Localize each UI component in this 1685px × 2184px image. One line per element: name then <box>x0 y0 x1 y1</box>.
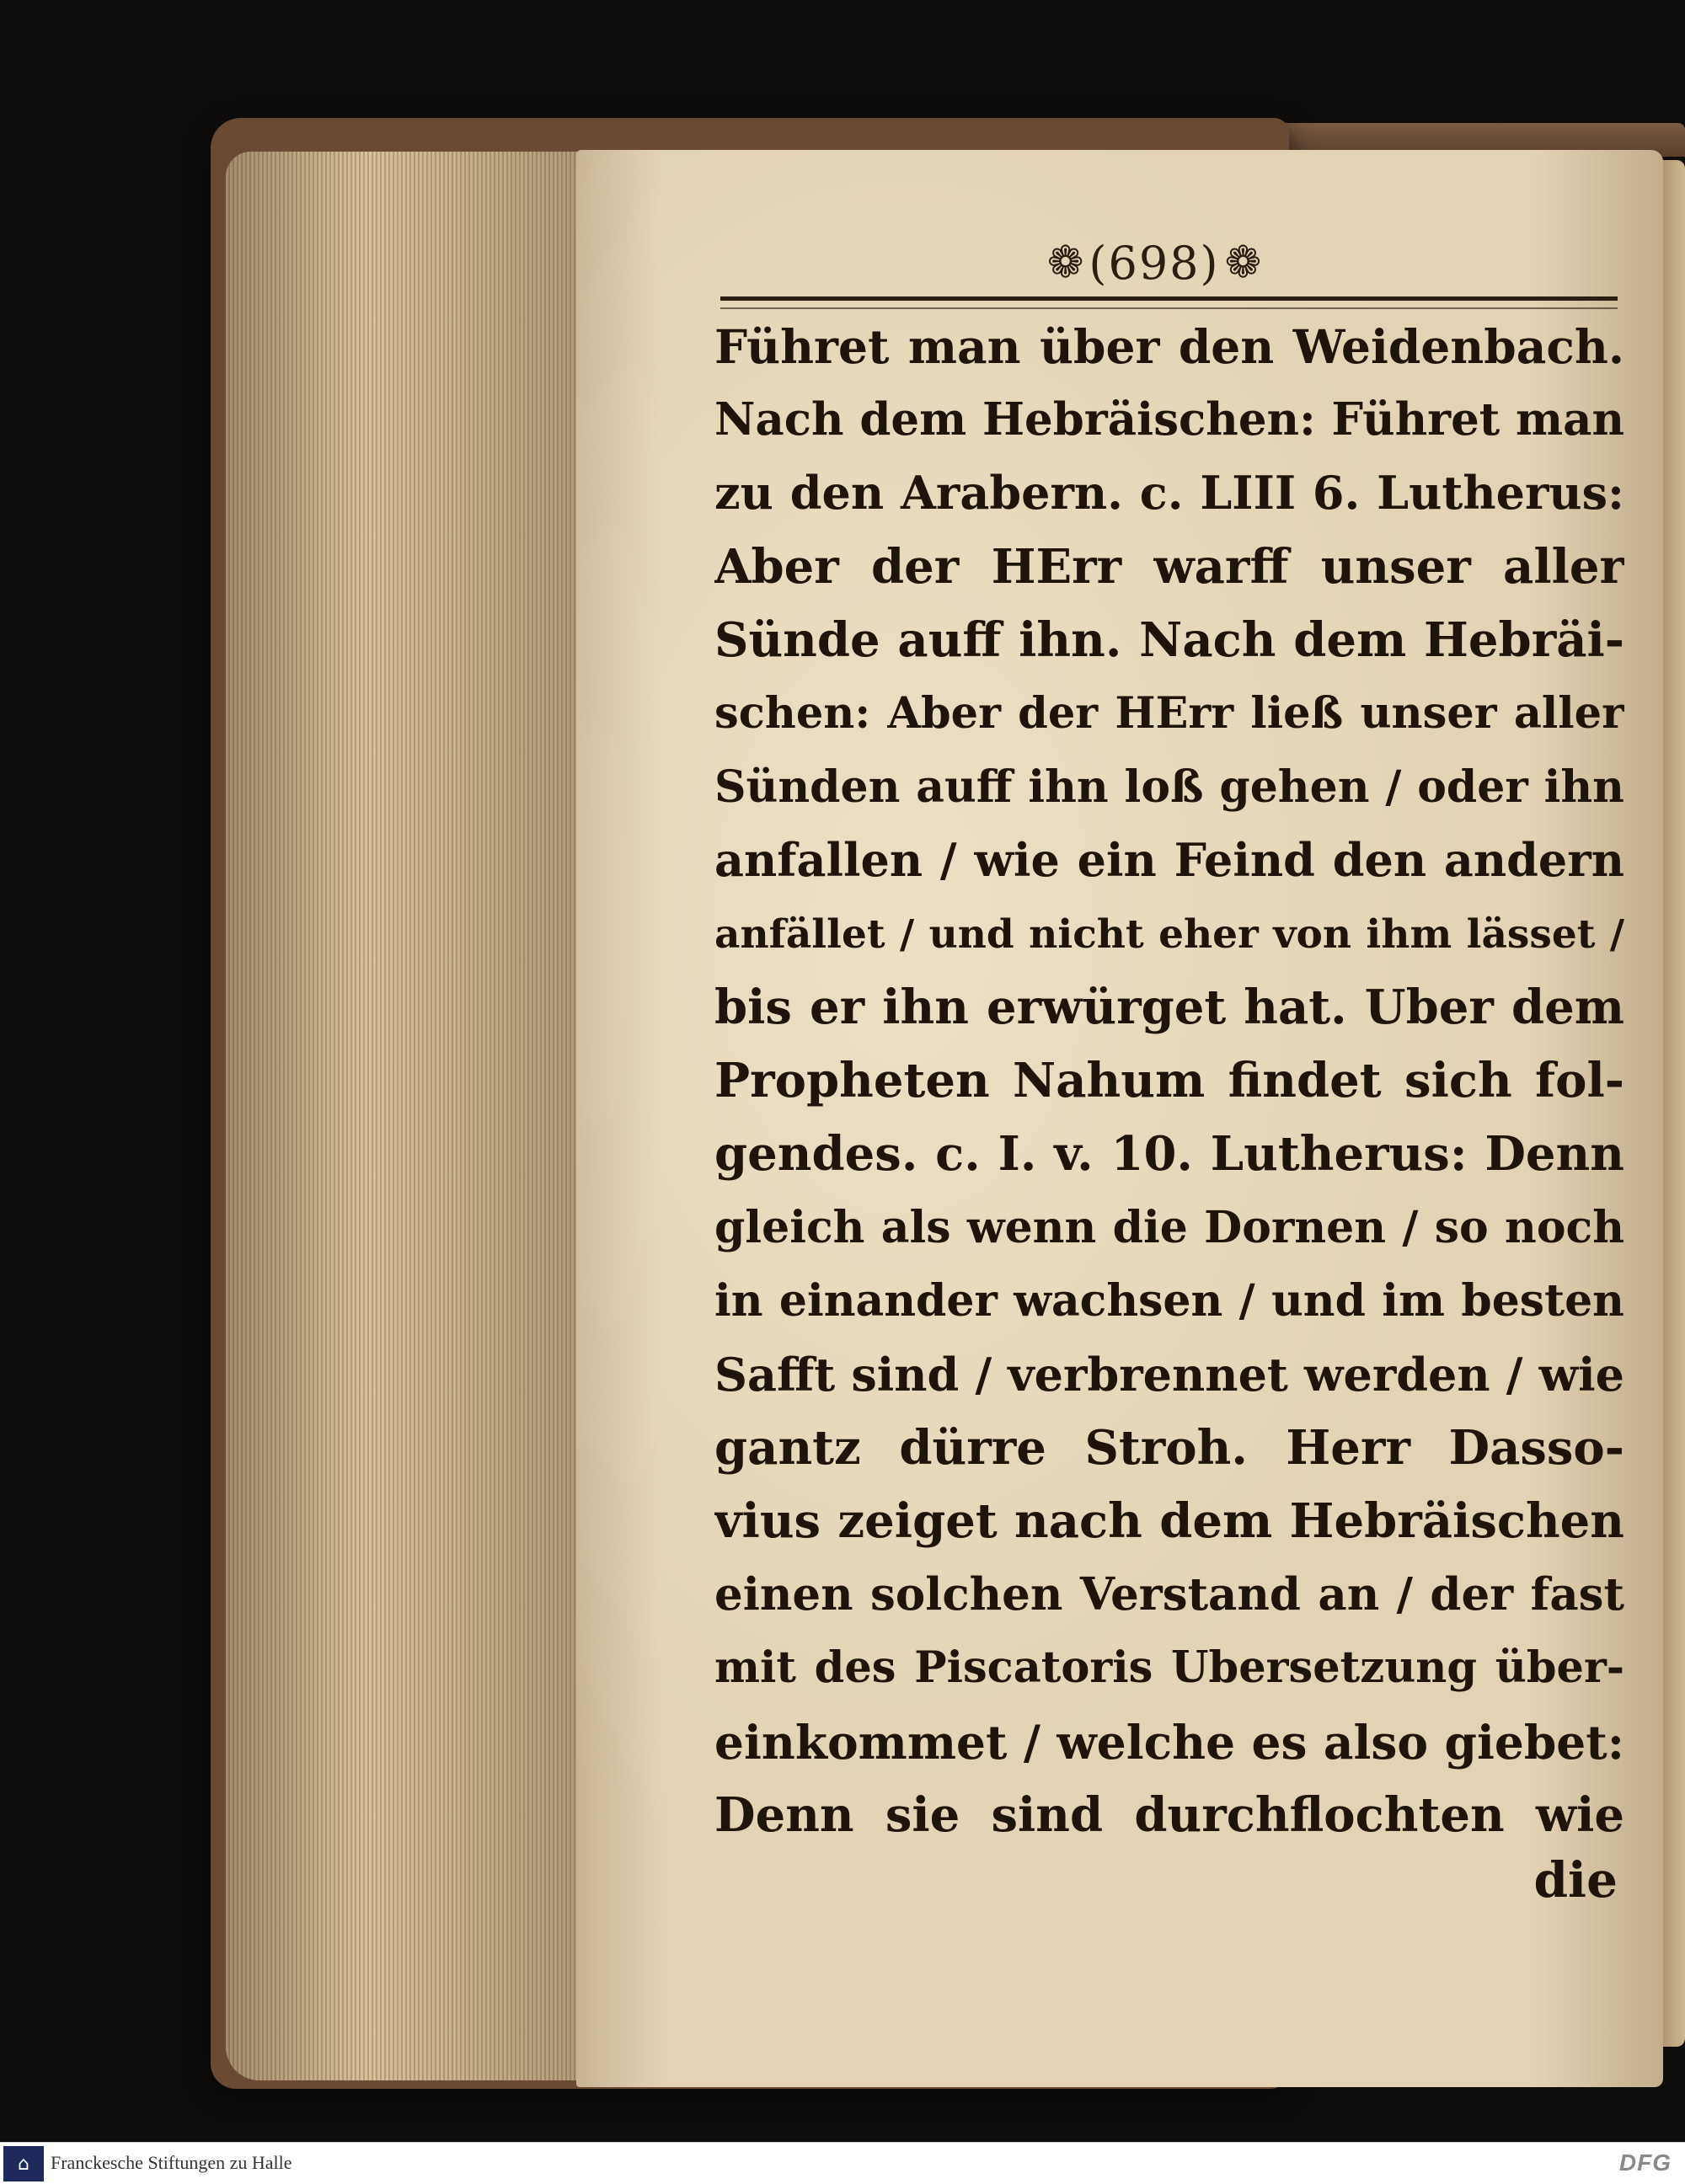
page-stack-shadow <box>226 152 580 2080</box>
text-line: Führet man über den Weidenbach. <box>714 319 1624 374</box>
text-line: einen solchen Verstand an / der fast <box>714 1568 1624 1621</box>
text-line: anfället / und nicht eher von ihm lässet / <box>714 910 1624 958</box>
text-line: einkommet / welche es also giebet: <box>714 1714 1624 1770</box>
page-number: (698) <box>1089 236 1220 290</box>
page-header <box>1015 229 1293 296</box>
text-line: mit des Piscatoris Ubersetzung über- <box>714 1642 1624 1694</box>
text-line: schen: Aber der HErr ließ unser aller <box>714 687 1624 739</box>
text-line: Sünden auff ihn loß gehen / oder ihn <box>714 761 1624 814</box>
text-line: Sünde auff ihn. Nach dem Hebräi- <box>714 611 1624 668</box>
right-ornament-icon: ❁ <box>1224 238 1262 288</box>
institution-name[interactable]: Franckesche Stiftungen zu Halle <box>51 2152 292 2173</box>
dfg-logo[interactable]: DFG <box>1618 2149 1672 2176</box>
catchword: die <box>1533 1851 1618 1909</box>
page-text <box>714 310 1624 1852</box>
header-rule <box>720 296 1618 309</box>
text-line: Nach dem Hebräischen: Führet man <box>714 393 1624 446</box>
text-line: Propheten Nahum findet sich fol- <box>714 1052 1624 1108</box>
text-line: bis er ihn erwürget hat. Uber dem <box>714 979 1624 1035</box>
foundation-logo-icon[interactable]: ⌂ <box>3 2146 44 2181</box>
text-line: vius zeiget nach dem Hebräischen <box>714 1493 1624 1549</box>
text-line: gendes. c. I. v. 10. Lutherus: Denn <box>714 1126 1624 1183</box>
text-line: in einander wachsen / und im besten <box>714 1275 1624 1327</box>
left-ornament-icon: ❁ <box>1046 238 1084 288</box>
text-line: Denn sie sind durchflochten wie <box>714 1786 1624 1843</box>
text-line: zu den Arabern. c. LIII 6. Lutherus: <box>714 466 1624 521</box>
viewer-footer <box>0 2142 1685 2184</box>
text-line: anfallen / wie ein Feind den andern <box>714 833 1624 888</box>
text-line: Aber der HErr warff unser aller <box>714 538 1624 595</box>
text-line: gantz dürre Stroh. Herr Dasso- <box>714 1419 1624 1476</box>
text-line: Safft sind / verbrennet werden / wie <box>714 1347 1624 1402</box>
text-line: gleich als wenn die Dornen / so noch <box>714 1202 1624 1254</box>
